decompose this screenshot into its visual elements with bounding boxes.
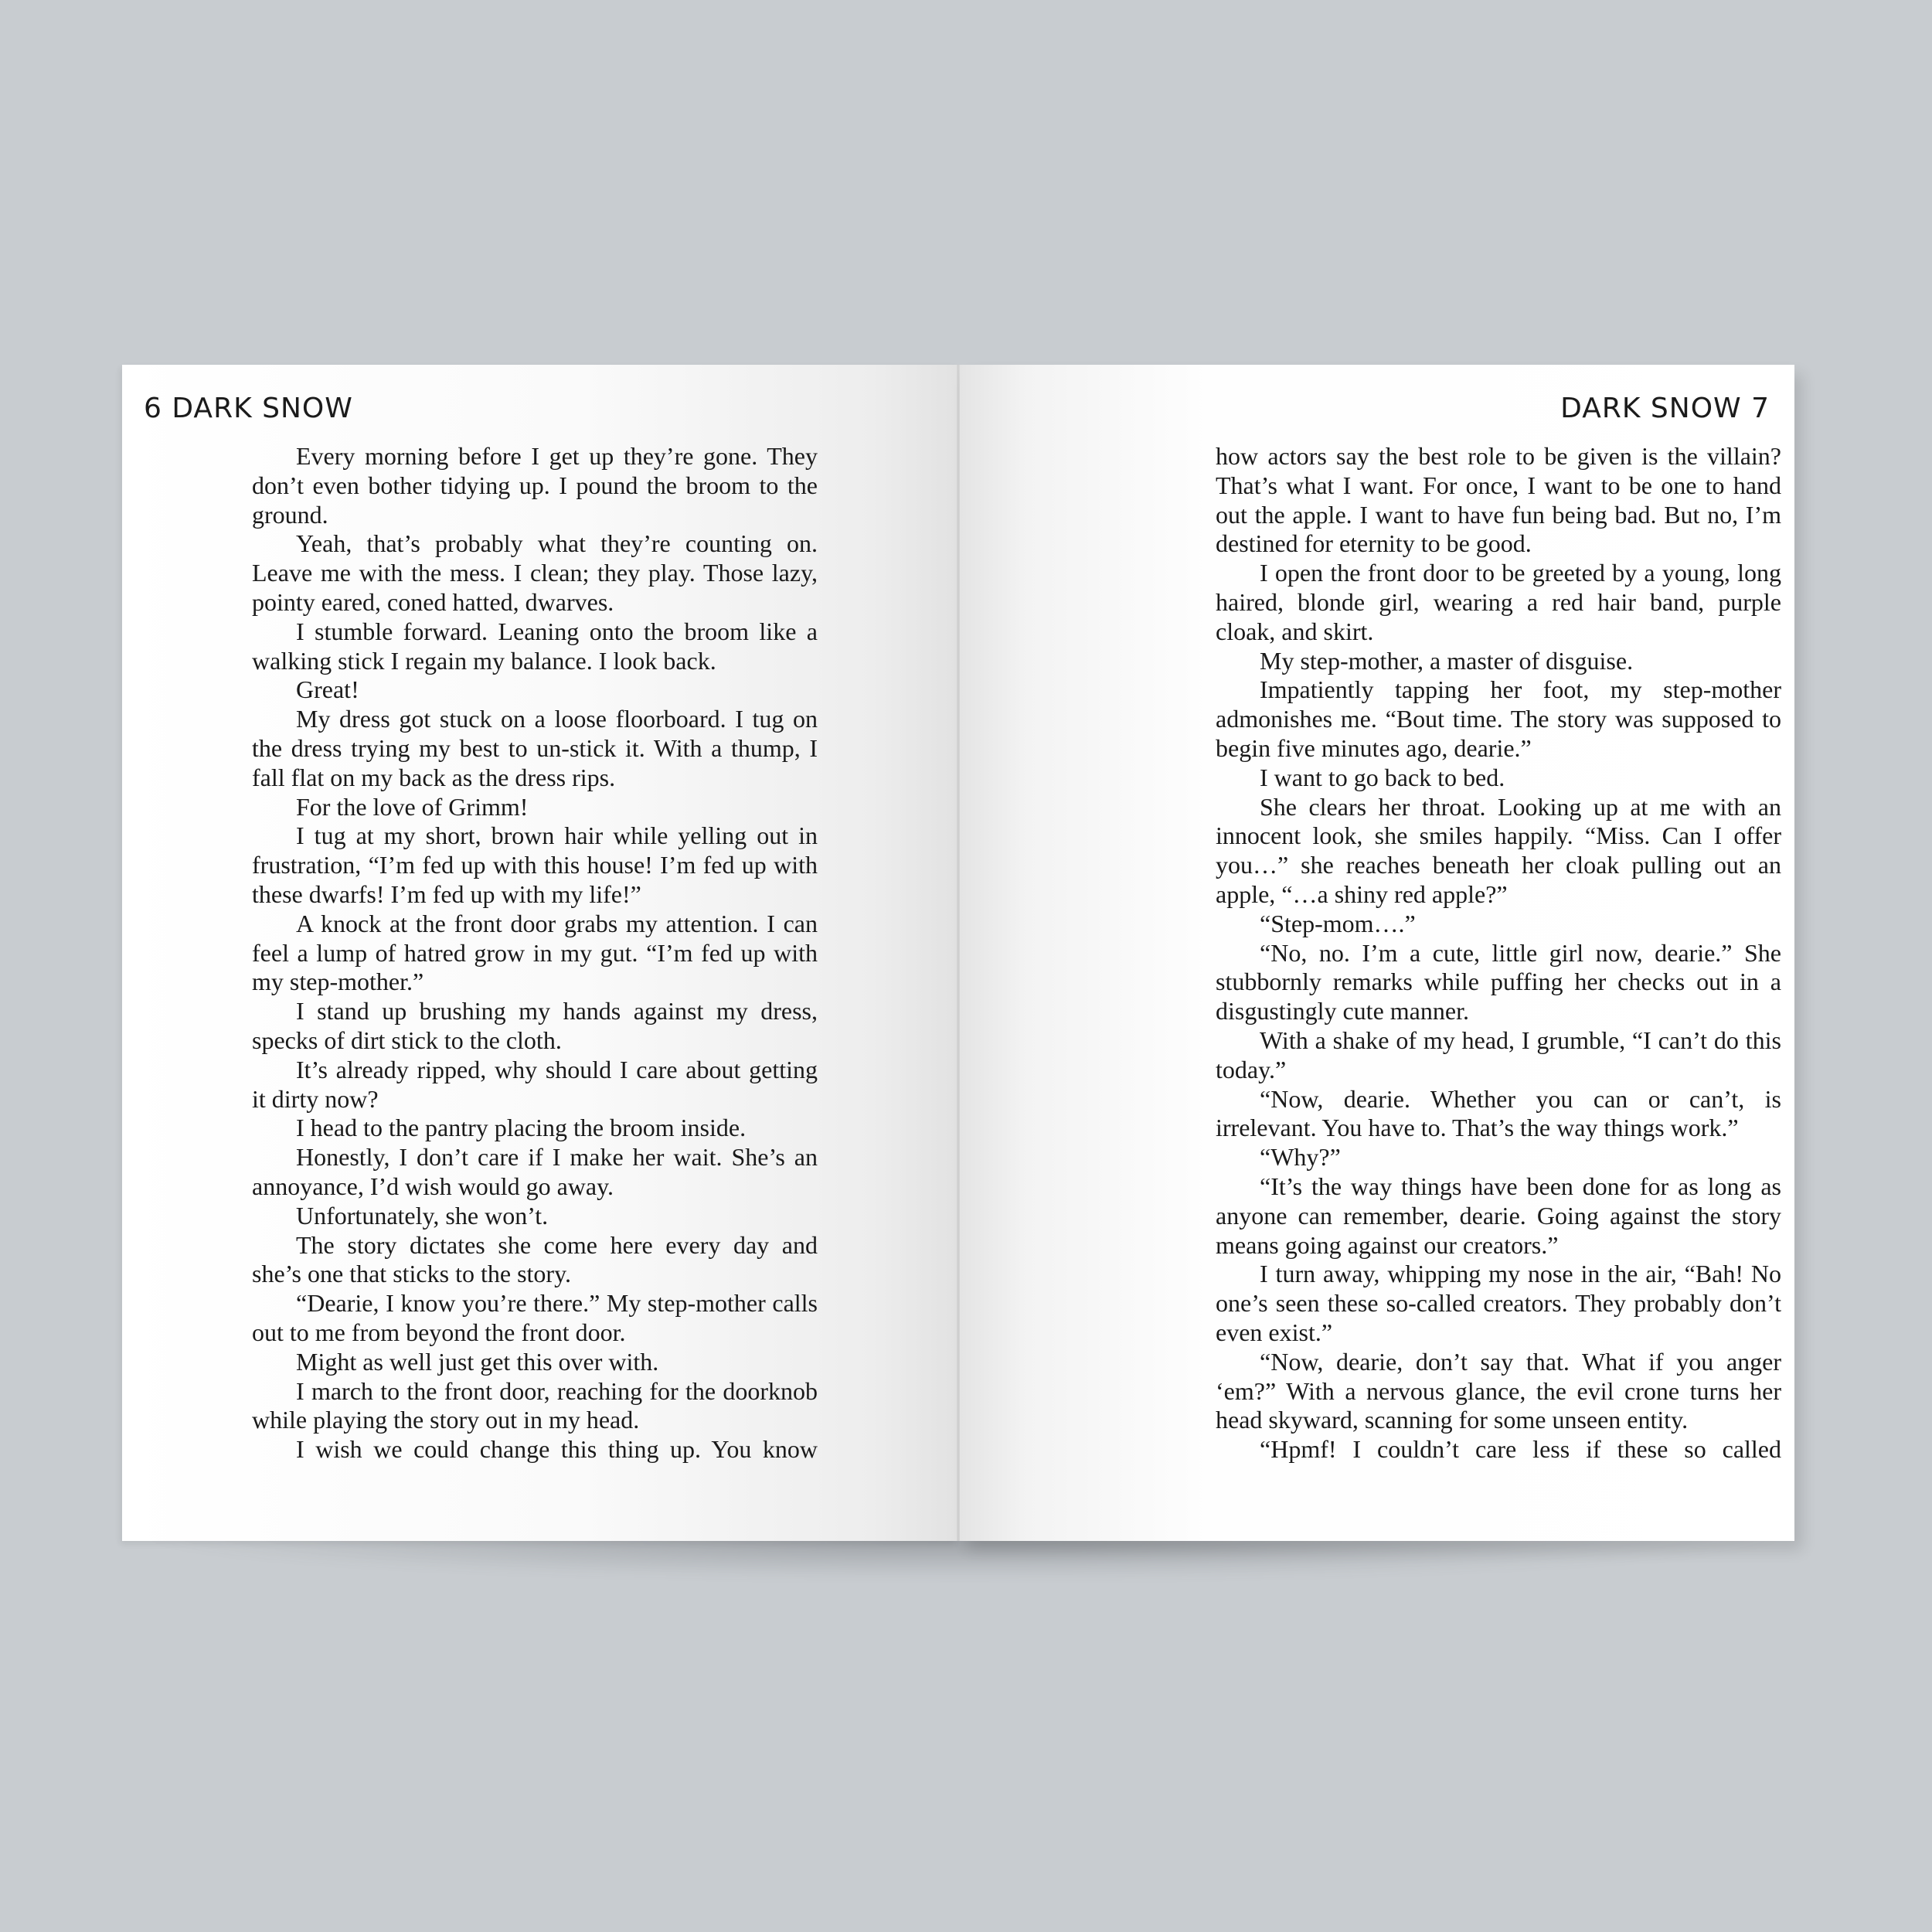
paragraph: I march to the front door, reaching for the doorknob while playing the story out in my head. [252,1376,818,1434]
paragraph: I stumble forward. Leaning onto the broom like a walking stick I regain my balance. I look back. [252,617,818,675]
paragraph: Honestly, I don’t care if I make her wait. She’s an annoyance, I’d wish would go away. [252,1143,818,1200]
paragraph: “Now, dearie. Whether you can or can’t, is irrelevant. You have to. That’s the way things work.” [1216,1084,1781,1142]
left-running-head: 6 DARK SNOW [144,393,353,424]
right-running-head: DARK SNOW 7 [1560,393,1770,424]
paragraph: Might as well just get this over with. [296,1347,659,1376]
paragraph: “Now, dearie, don’t say that. What if you anger ‘em?” With a nervous glance, the evil crone turns her head skyward, scanning for some unseen entity. [1216,1347,1781,1434]
right-text-block [1216,442,1781,1464]
paragraph: Yeah, that’s probably what they’re counting on. Leave me with the mess. I clean; they play. Those lazy, pointy eared, coned hatted, dwarves. [252,529,818,616]
paragraph: I want to go back to bed. [1260,763,1505,791]
paragraph: “No, no. I’m a cute, little girl now, dearie.” She stubbornly remarks while puffing her checks out in a disgustingly cute manner. [1216,938,1781,1026]
paragraph: I wish we could change this thing up. You know [296,1435,818,1464]
right-page [960,365,1794,1541]
paragraph: Impatiently tapping her foot, my step-mother admonishes me. “Bout time. The story was supposed to begin five minutes ago, dearie.” [1216,675,1781,762]
paragraph: She clears her throat. Looking up at me with an innocent look, she smiles happily. “Miss. Can I offer you…” she reaches beneath her cloak pulling out an apple, “…a shiny red apple?” [1216,792,1781,908]
left-page [122,365,957,1541]
paragraph: I tug at my short, brown hair while yelling out in frustration, “I’m fed up with this house! I’m fed up with these dwarfs! I’m fed up with my life!” [252,821,818,908]
paragraph: “Why?” [1260,1143,1341,1172]
paragraph: I head to the pantry placing the broom inside. [296,1114,747,1142]
paragraph: I open the front door to be greeted by a young, long haired, blonde girl, wearing a red hair band, purple cloak, and skirt. [1216,559,1781,645]
paragraph: My dress got stuck on a loose floorboard. I tug on the dress trying my best to un-stick it. With a thump, I fall flat on my back as the dress rips. [252,705,818,791]
paragraph: “Hpmf! I couldn’t care less if these so called [1260,1435,1781,1464]
paragraph: A knock at the front door grabs my attention. I can feel a lump of hatred grow in my gut. “I’m fed up with my step-mother.” [252,909,818,996]
open-book [122,365,1794,1541]
paragraph: “It’s the way things have been done for as long as anyone can remember, dearie. Going against the story means going against our creators.” [1216,1172,1781,1259]
paragraph: I stand up brushing my hands against my dress, specks of dirt stick to the cloth. [252,997,818,1054]
paragraph: Great! [296,675,359,704]
paragraph: Every morning before I get up they’re gone. They don’t even bother tidying up. I pound the broom to the ground. [252,442,818,529]
paragraph: “Dearie, I know you’re there.” My step-mother calls out to me from beyond the front door. [252,1289,818,1346]
paragraph: It’s already ripped, why should I care about getting it dirty now? [252,1055,818,1113]
paragraph: The story dictates she come here every day and she’s one that sticks to the story. [252,1230,818,1288]
paragraph: My step-mother, a master of disguise. [1260,646,1634,675]
left-text-block [252,442,818,1464]
paragraph: “Step-mom….” [1260,909,1416,937]
paragraph: I turn away, whipping my nose in the air, “Bah! No one’s seen these so-called creators. They probably don’t even exist.” [1216,1260,1781,1346]
paragraph: For the love of Grimm! [296,792,529,821]
paragraph: how actors say the best role to be given is the villain? That’s what I want. For once, I want to be one to hand out the apple. I want to have fun being bad. But no, I’m destined for eternity to be good. [1216,442,1781,558]
paragraph: With a shake of my head, I grumble, “I can’t do this today.” [1216,1026,1781,1083]
paragraph: Unfortunately, she won’t. [296,1201,549,1230]
